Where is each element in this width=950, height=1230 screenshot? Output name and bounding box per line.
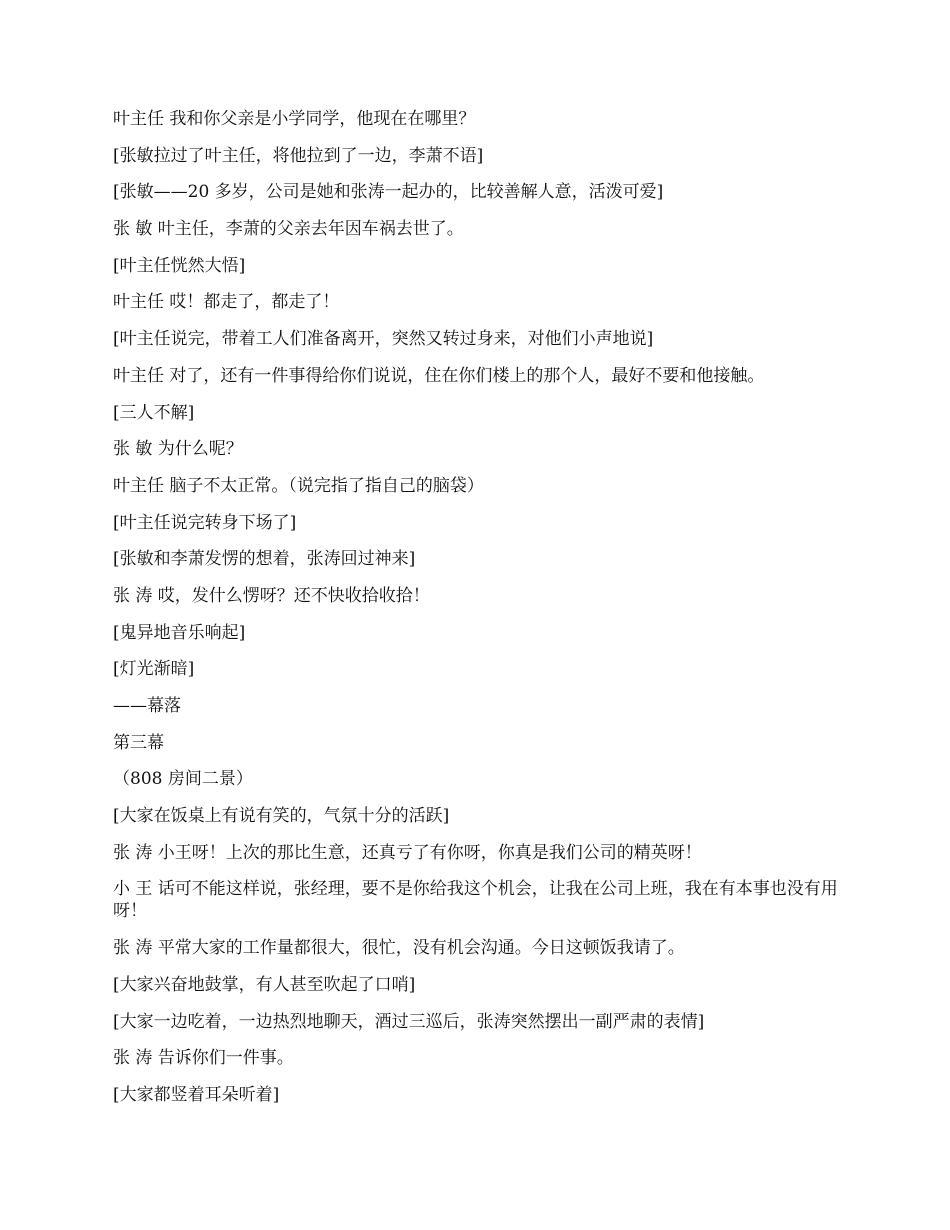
script-line: 张 涛 小王呀！上次的那比生意，还真亏了有你呀，你真是我们公司的精英呀！: [113, 842, 702, 863]
script-text-body: [113, 108, 843, 1106]
script-line: 张 敏 叶主任，李萧的父亲去年因车祸去世了。: [113, 219, 464, 240]
script-line: 张 敏 为什么呢？: [113, 439, 243, 460]
script-line: 叶主任 我和你父亲是小学同学，他现在在哪里？: [113, 109, 476, 129]
script-line: 叶主任 脑子不太正常。（说完指了指自己的脑袋）: [113, 475, 484, 496]
stage-direction: [灯光渐暗]: [113, 659, 195, 680]
stage-direction: [叶主任说完，带着工人们准备离开，突然又转过身来，对他们小声地说]: [113, 329, 654, 350]
script-line: 张 涛 哎，发什么愣呀？还不快收拾收拾！: [113, 585, 430, 606]
stage-direction: [大家一边吃着，一边热烈地聊天，酒过三巡后，张涛突然摆出一副严肃的表情]: [113, 1011, 705, 1032]
stage-direction: [三人不解]: [113, 402, 195, 423]
scene-heading: （808 房间二景）: [113, 769, 253, 790]
stage-direction: [大家兴奋地鼓掌，有人甚至吹起了口哨]: [113, 974, 416, 995]
stage-direction: [叶主任说完转身下场了]: [113, 512, 297, 533]
stage-direction: [大家都竖着耳朵听着]: [113, 1084, 280, 1105]
script-line: 张 涛 告诉你们一件事。: [113, 1048, 294, 1069]
stage-direction: [大家在饭桌上有说有笑的，气氛十分的活跃]: [113, 806, 450, 827]
stage-direction: [叶主任恍然大悟]: [113, 255, 246, 276]
curtain-line: ——幕落: [113, 696, 181, 716]
stage-direction: [鬼异地音乐响起]: [113, 622, 246, 643]
script-line: 张 涛 平常大家的工作量都很大，很忙，没有机会沟通。今日这顿饭我请了。: [113, 938, 685, 959]
script-line: 小 王 话可不能这样说，张经理，要不是你给我这个机会，让我在公司上班，我在有本事也没有用呀！: [113, 879, 838, 922]
stage-direction: [张敏和李萧发愣的想着，张涛回过神来]: [113, 549, 416, 570]
act-heading: 第三幕: [113, 732, 164, 753]
stage-direction: [张敏——20 多岁，公司是她和张涛一起办的，比较善解人意，活泼可爱]: [113, 182, 664, 203]
stage-direction: [张敏拉过了叶主任，将他拉到了一边，李萧不语]: [113, 145, 484, 166]
script-line: 叶主任 哎！都走了，都走了！: [113, 292, 340, 313]
script-line: 叶主任 对了，还有一件事得给你们说说，住在你们楼上的那个人，最好不要和他接触。: [113, 365, 765, 386]
